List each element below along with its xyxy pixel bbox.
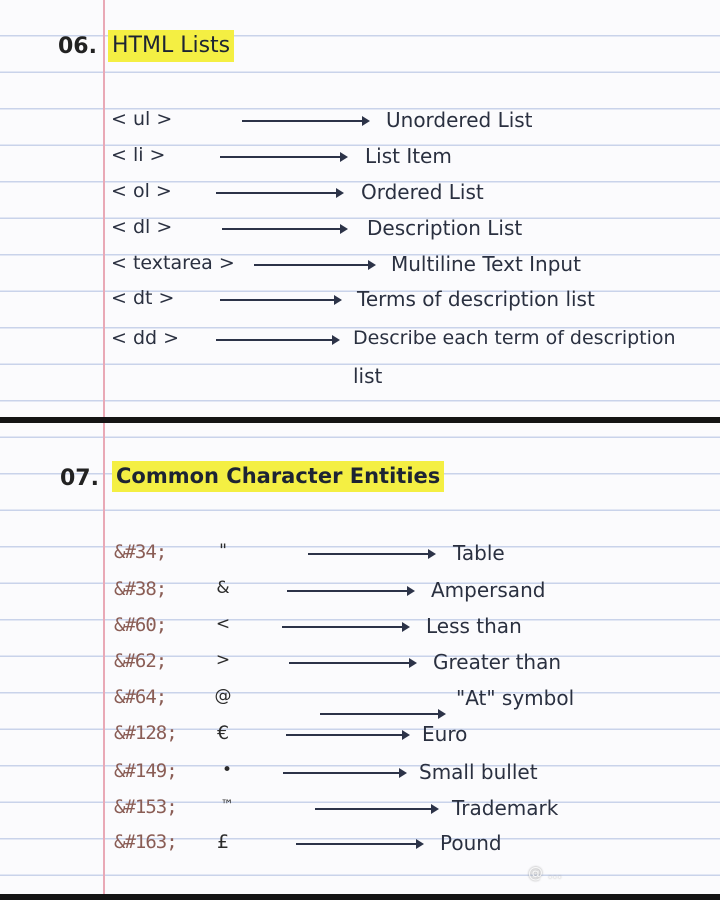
arrow-icon (286, 734, 408, 736)
arrow-icon (320, 713, 444, 715)
tag-description: List Item (365, 144, 452, 168)
section-title: Common Character Entities (112, 461, 444, 492)
entity-description: Greater than (433, 650, 562, 674)
section-title: HTML Lists (108, 30, 234, 62)
entity-code: &#64; (114, 686, 167, 708)
tag-description-continued: list (353, 364, 383, 388)
entity-code: &#34; (114, 541, 167, 563)
arrow-icon (283, 772, 405, 774)
tag-description: Description List (367, 216, 523, 240)
html-tag: < dd > (111, 327, 180, 349)
arrow-icon (287, 590, 413, 592)
section-number: 07. (60, 466, 99, 491)
entity-code: &#153; (114, 796, 177, 818)
html-tag: < dl > (111, 216, 173, 238)
entity-code: &#62; (114, 650, 167, 672)
html-tag: < ul > (111, 108, 173, 130)
entity-symbol: @ (214, 686, 232, 706)
html-tag: < ol > (111, 180, 172, 202)
entity-description: Ampersand (431, 578, 546, 602)
entity-description: Pound (440, 831, 502, 855)
entity-description: Small bullet (419, 760, 538, 784)
entity-description: Trademark (452, 796, 559, 820)
watermark: @ ... (528, 864, 563, 882)
entity-row (0, 831, 720, 861)
entity-code: &#128; (114, 722, 177, 744)
entity-description: Table (453, 541, 505, 565)
entity-row (0, 614, 720, 644)
entity-code: &#149; (114, 760, 177, 782)
entity-row (0, 722, 720, 752)
entity-row (0, 650, 720, 680)
entity-symbol: • (221, 760, 233, 780)
html-tag: < li > (111, 144, 166, 166)
entity-symbol: > (215, 650, 231, 670)
tag-description: Terms of description list (357, 287, 595, 311)
tag-description: Ordered List (361, 180, 484, 204)
entity-symbol: ™ (220, 798, 234, 813)
entity-description: "At" symbol (456, 686, 575, 710)
html-tag: < dt > (111, 287, 175, 309)
arrow-icon (315, 808, 437, 810)
entity-symbol: < (215, 614, 231, 634)
arrow-icon (308, 553, 434, 555)
entity-row (0, 578, 720, 608)
entity-code: &#163; (114, 831, 177, 853)
entity-code: &#38; (114, 578, 167, 600)
entity-row (0, 796, 720, 826)
entity-description: Euro (422, 722, 468, 746)
section-number: 06. (58, 34, 97, 59)
entity-symbol: " (219, 541, 227, 561)
entity-symbol: £ (216, 831, 230, 853)
arrow-icon (289, 662, 415, 664)
entity-code: &#60; (114, 614, 167, 636)
entity-description: Less than (426, 614, 522, 638)
tag-description: Unordered List (386, 108, 533, 132)
entity-row (0, 760, 720, 790)
arrow-icon (296, 843, 422, 845)
entity-symbol: & (216, 578, 230, 598)
html-tag: < textarea > (111, 252, 235, 274)
arrow-icon (282, 626, 408, 628)
entity-row (0, 541, 720, 571)
tag-description: Multiline Text Input (391, 252, 581, 276)
entity-row (0, 686, 720, 716)
tag-description: Describe each term of description (353, 327, 676, 349)
entity-symbol: € (216, 722, 230, 744)
